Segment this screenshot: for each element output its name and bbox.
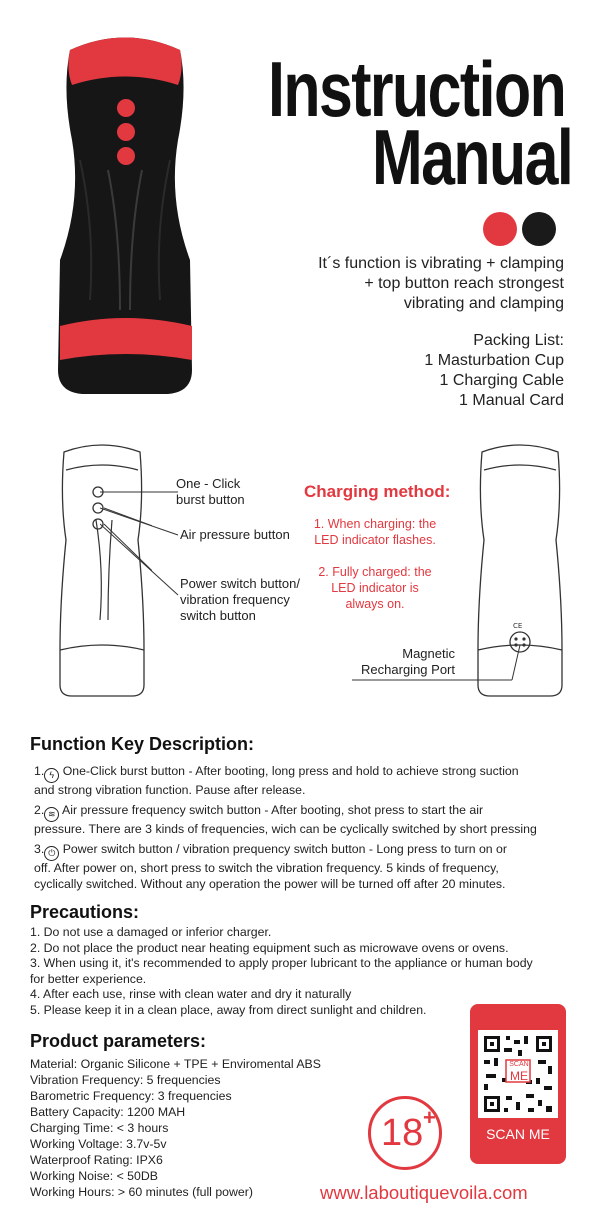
- burst-button-icon: [117, 99, 135, 117]
- item-line: One-Click burst button - After booting, long press and hold to achieve strong suction: [62, 764, 519, 778]
- ce-mark-icon: CE: [513, 622, 523, 630]
- callout-burst: [176, 476, 245, 508]
- charging-step-2: [300, 564, 450, 612]
- callout-power-line: switch button: [180, 608, 256, 623]
- function-summary: [318, 254, 564, 314]
- function-summary-line: + top button reach strongest: [364, 275, 564, 292]
- callout-air: Air pressure button: [180, 527, 290, 542]
- charging-step-line: LED indicator is: [331, 581, 419, 595]
- function-key-item-2: [34, 803, 594, 838]
- qr-card[interactable]: [470, 1004, 566, 1164]
- item-line: Power switch button / vibration prequency switch button - Long press to turn on or: [62, 842, 507, 856]
- charging-step-line: always on.: [345, 597, 405, 611]
- precaution-line: 2. Do not place the product near heating equipment such as microwave ovens or ovens.: [30, 940, 509, 955]
- title-line-2: Manual: [372, 113, 573, 201]
- function-key-item-1: [34, 764, 594, 799]
- param-line: Barometric Frequency: 3 frequencies: [30, 1089, 232, 1103]
- callout-port: [360, 646, 455, 678]
- precaution-line: for better experience.: [30, 971, 147, 986]
- charging-step-line: LED indicator flashes.: [314, 533, 436, 547]
- qr-scan-label: SCAN: [509, 1061, 529, 1068]
- charging-step-line: 2. Fully charged: the: [318, 565, 432, 579]
- item-line: and strong vibration function. Pause after release.: [34, 783, 306, 797]
- callout-burst-line: burst button: [176, 492, 245, 507]
- packing-list-title: Packing List:: [473, 332, 564, 349]
- function-key-title: Function Key Description:: [30, 734, 255, 754]
- item-line: Air pressure frequency switch button - After booting, shot press to start the air: [62, 803, 484, 817]
- age-plus: +: [423, 1105, 436, 1130]
- title-line-1: Instruction: [268, 45, 566, 133]
- item-number: 3.: [34, 842, 45, 856]
- charging-title: Charging method:: [304, 482, 451, 501]
- charging-step-line: 1. When charging: the: [313, 517, 437, 531]
- power-button-icon: [117, 147, 135, 165]
- function-summary-line: vibrating and clamping: [403, 295, 564, 312]
- air-pressure-button-icon: [117, 123, 135, 141]
- function-key-item-3: [34, 842, 594, 892]
- color-swatch-red: [483, 212, 517, 246]
- precaution-line: 4. After each use, rinse with clean water and dry it naturally: [30, 987, 352, 1001]
- param-line: Waterproof Rating: IPX6: [30, 1153, 163, 1167]
- callout-burst-line: One - Click: [176, 476, 241, 491]
- precaution-line: 3. When using it, it's recommended to apply proper lubricant to the appliance or human body: [30, 956, 533, 970]
- charging-step-1: [300, 516, 450, 548]
- age-restriction-badge: [368, 1096, 442, 1170]
- param-line: Working Noise: < 50DB: [30, 1169, 158, 1183]
- item-number: 1.: [34, 764, 45, 778]
- website-link[interactable]: www.laboutiquevoila.com: [320, 1182, 528, 1203]
- precaution-line: 1. Do not use a damaged or inferior charger.: [30, 925, 272, 939]
- scan-me-label: SCAN ME: [486, 1126, 550, 1142]
- param-line: Material: Organic Silicone + TPE + Enviromental ABS: [30, 1057, 321, 1071]
- function-summary-line: It´s function is vibrating + clamping: [318, 255, 564, 272]
- callout-leaders: [100, 480, 180, 620]
- callout-power-line: vibration frequency: [180, 592, 290, 607]
- packing-list-item: 1 Manual Card: [459, 392, 564, 409]
- param-line: Charging Time: < 3 hours: [30, 1121, 169, 1135]
- product-illustration: [50, 30, 200, 400]
- qr-me-label: ME: [510, 1069, 528, 1083]
- precaution-line: 5. Please keep it in a clean place, away from direct sunlight and children.: [30, 1002, 427, 1017]
- item-line: off. After power on, short press to switch the vibration frequency. 5 kinds of frequency,: [34, 861, 499, 875]
- param-line: Working Voltage: 3.7v-5v: [30, 1137, 167, 1151]
- air-pressure-icon: ≋: [44, 807, 59, 822]
- packing-list-item: 1 Masturbation Cup: [424, 352, 564, 369]
- param-line: Working Hours: > 60 minutes (full power): [30, 1185, 253, 1199]
- callout-port-line: Recharging Port: [361, 662, 455, 677]
- burst-icon: ϟ: [44, 768, 59, 783]
- age-number: 18: [381, 1112, 424, 1154]
- product-params-title: Product parameters:: [30, 1031, 207, 1051]
- packing-list: [424, 331, 564, 411]
- color-swatch-black: [522, 212, 556, 246]
- callout-power-line: Power switch button/: [180, 576, 300, 591]
- callout-power: [180, 576, 300, 624]
- param-line: Vibration Frequency: 5 frequencies: [30, 1073, 221, 1087]
- qr-code[interactable]: [478, 1030, 558, 1118]
- item-line: pressure. There are 3 kinds of frequencies, wich can be cyclically switched by short pressing: [34, 822, 537, 836]
- packing-list-item: 1 Charging Cable: [439, 372, 564, 389]
- item-number: 2.: [34, 803, 45, 817]
- callout-port-line: Magnetic: [402, 646, 455, 661]
- param-line: Battery Capacity: 1200 MAH: [30, 1105, 186, 1119]
- item-line: cyclically switched. Without any operation the power will be turned off after 20 minutes.: [34, 876, 506, 891]
- precautions-title: Precautions:: [30, 902, 140, 922]
- power-icon: ⏻: [44, 846, 59, 861]
- product-params-list: [30, 1056, 360, 1200]
